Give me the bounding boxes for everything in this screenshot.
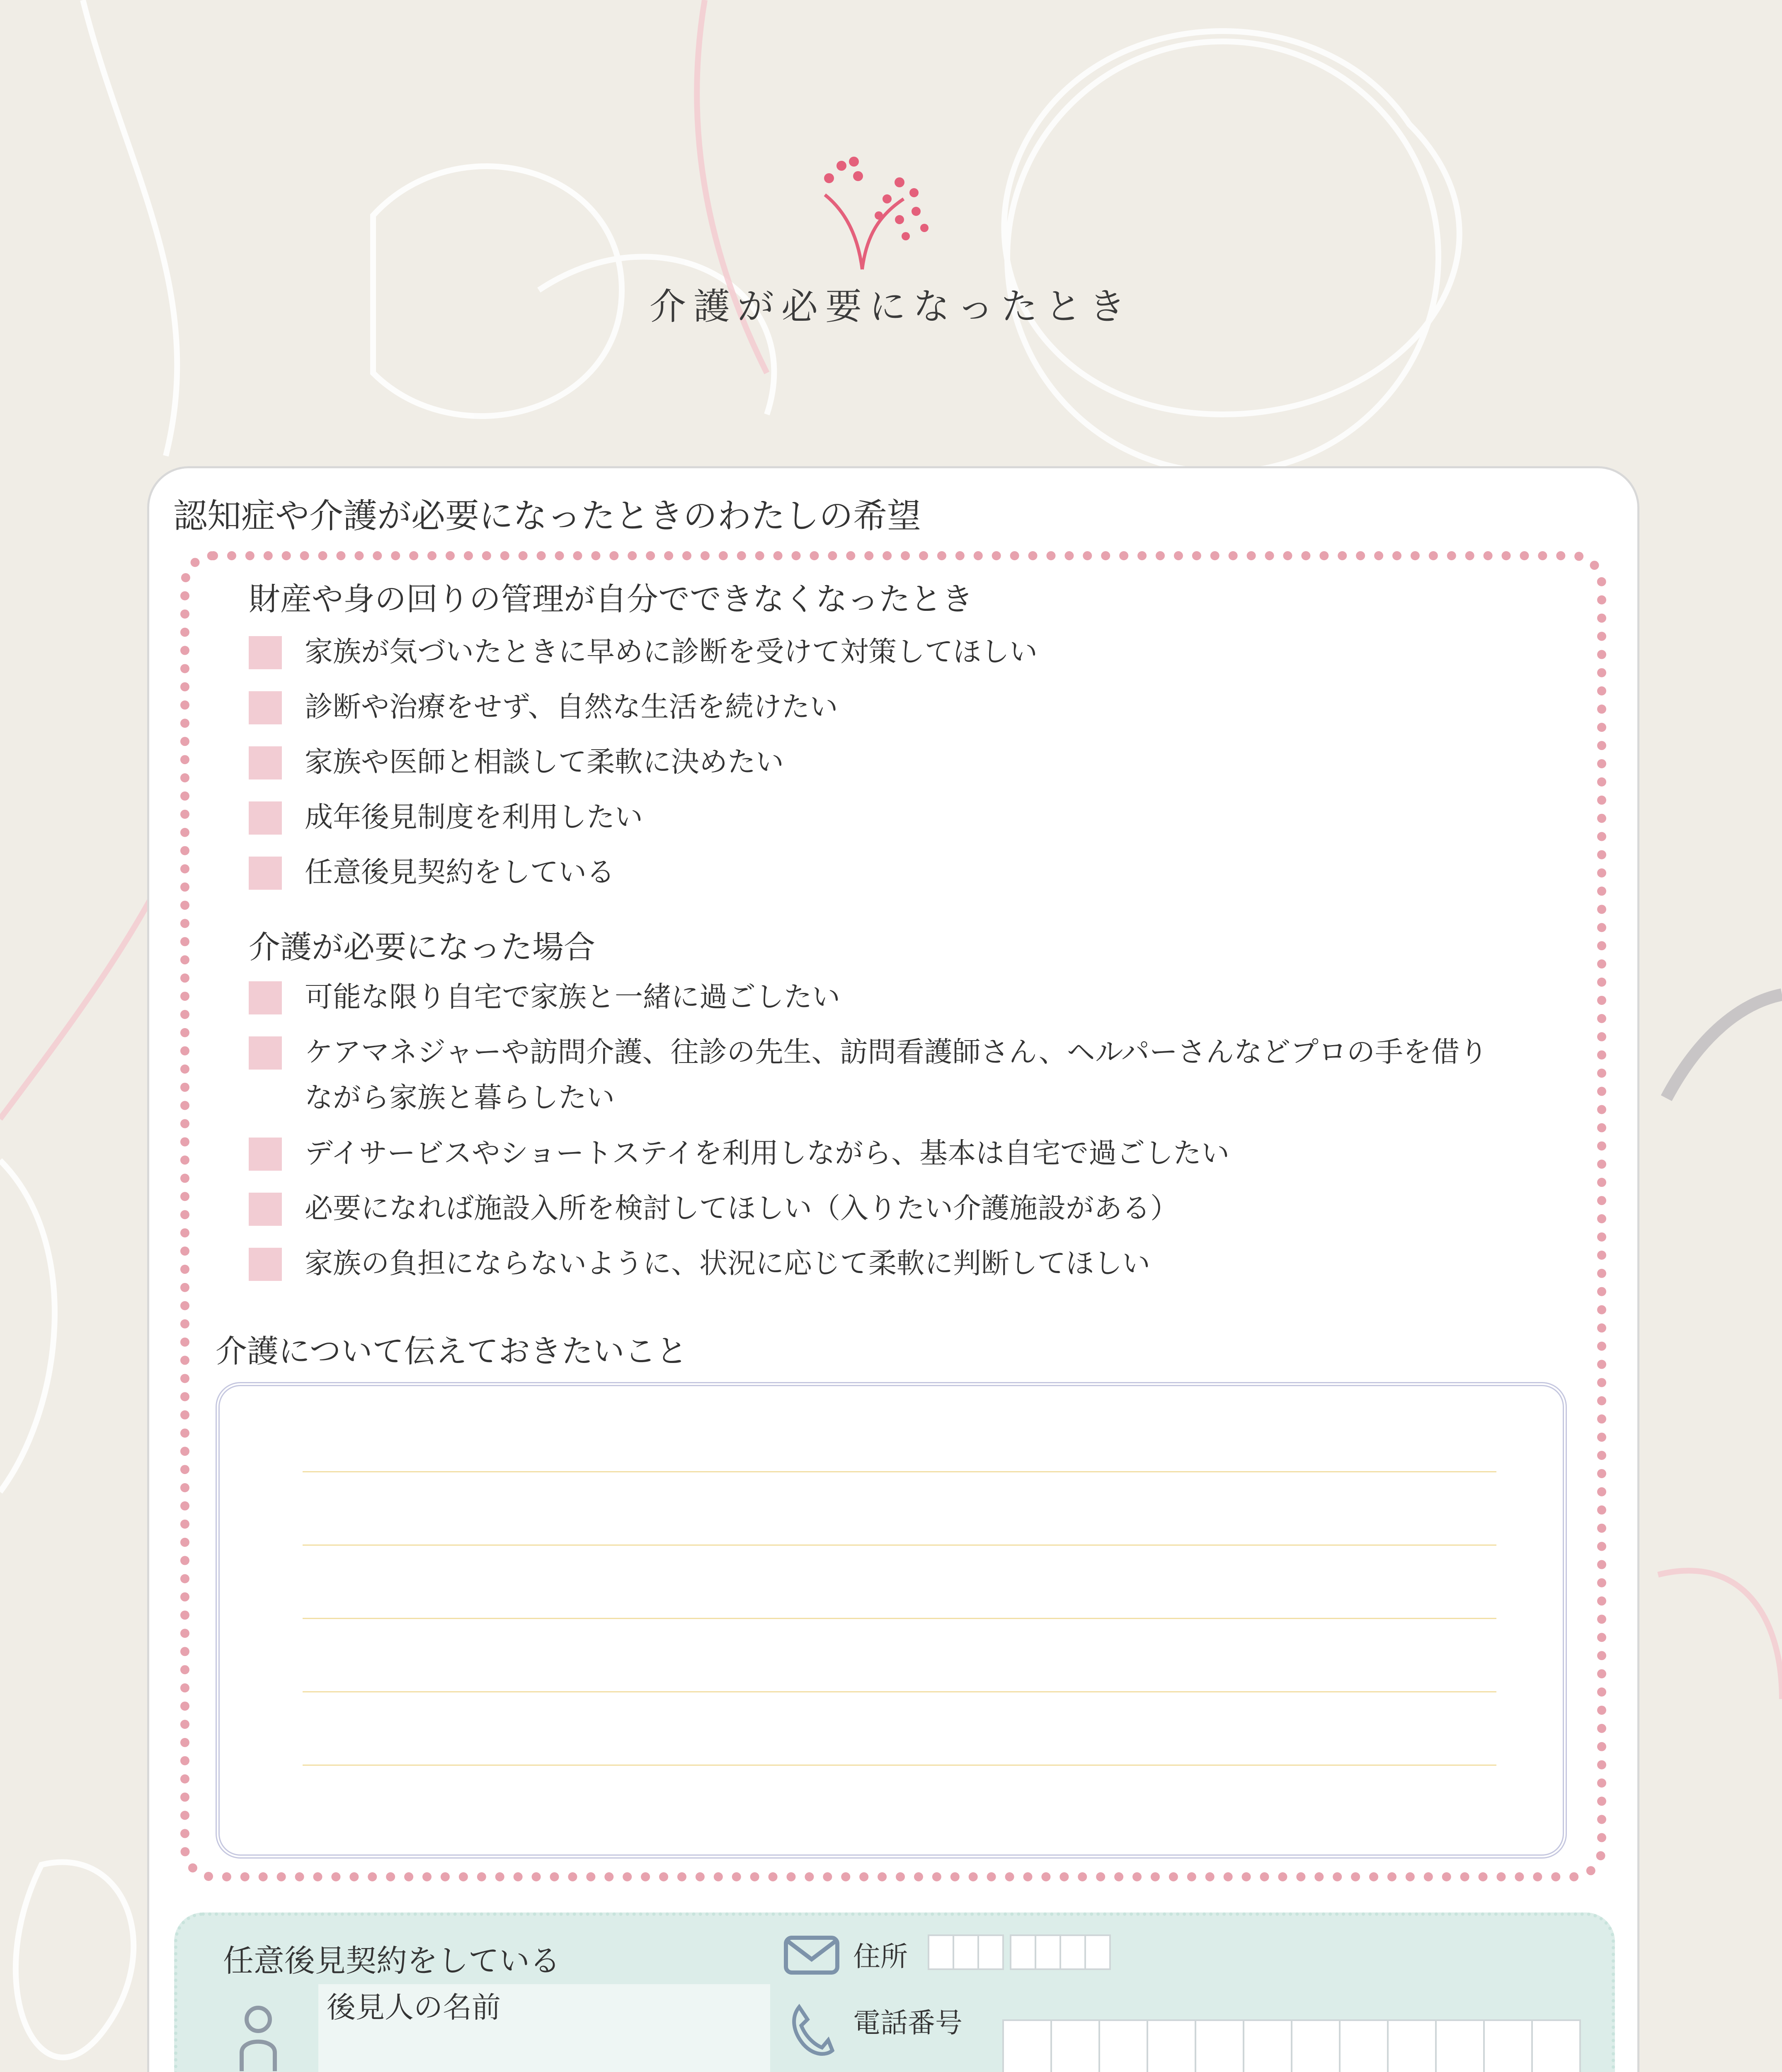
memo-line [303, 1544, 1496, 1546]
checkbox[interactable] [249, 801, 282, 835]
memo-line [303, 1471, 1496, 1472]
memo-line [303, 1765, 1496, 1766]
postal-code-boxes[interactable] [928, 1934, 1109, 1970]
checkbox[interactable] [249, 981, 282, 1014]
person-icon [235, 2003, 281, 2072]
guardian-name-field[interactable] [318, 1984, 770, 2072]
guardian-name-label: 後見人の名前 [327, 1990, 501, 2024]
guardian-panel [174, 1912, 1615, 2072]
checkbox[interactable] [249, 1193, 282, 1226]
option-label: 家族の負担にならないように、状況に応じて柔軟に判断してほしい [305, 1247, 1151, 1280]
checkbox[interactable] [249, 746, 282, 779]
option-label: デイサービスやショートステイを利用しながら、基本は自宅で過ごしたい [305, 1137, 1230, 1170]
checkbox[interactable] [249, 1036, 282, 1070]
card-heading: 認知症や介護が必要になったときのわたしの希望 [173, 496, 921, 536]
checkbox[interactable] [249, 691, 282, 724]
option-label: 家族や医師と相談して柔軟に決めたい [305, 746, 784, 779]
page-title: 介護が必要になったとき [649, 285, 1133, 328]
mail-icon [783, 1934, 841, 1976]
memo-title: 介護について伝えておきたいこと [216, 1333, 688, 1370]
memo-line [303, 1618, 1496, 1619]
checkbox[interactable] [249, 1248, 282, 1281]
section-title-care: 介護が必要になった場合 [249, 929, 595, 966]
phone-number-boxes[interactable] [1002, 2019, 1579, 2072]
phone-icon [789, 2003, 834, 2057]
phone-label: 電話番号 [853, 2007, 963, 2039]
memo-line [303, 1691, 1496, 1692]
option-label: 必要になれば施設入所を検討してほしい（入りたい介護施設がある） [305, 1192, 1179, 1225]
section-title-property: 財産や身の回りの管理が自分でできなくなったとき [249, 581, 973, 617]
address-label: 住所 [853, 1941, 908, 1973]
title-area [580, 157, 1202, 330]
option-label: 診断や治療をせず、自然な生活を続けたい [305, 691, 838, 724]
checkbox[interactable] [249, 636, 282, 669]
checkbox[interactable] [249, 1138, 282, 1171]
checkbox[interactable] [249, 857, 282, 890]
memo-writing-area[interactable] [216, 1382, 1567, 1859]
option-label: 可能な限り自宅で家族と一緒に過ごしたい [305, 981, 841, 1014]
guardian-panel-title: 任意後見契約をしている [223, 1943, 560, 1979]
option-label-continued: ながら家族と暮らしたい [305, 1082, 615, 1114]
option-label: 家族が気づいたときに早めに診断を受けて対策してほしい [305, 636, 1038, 668]
option-label: ケアマネジャーや訪問介護、往診の先生、訪問看護師さん、ヘルパーさんなどプロの手を借り [305, 1036, 1488, 1069]
option-label: 任意後見契約をしている [305, 856, 615, 889]
option-label: 成年後見制度を利用したい [305, 801, 643, 834]
